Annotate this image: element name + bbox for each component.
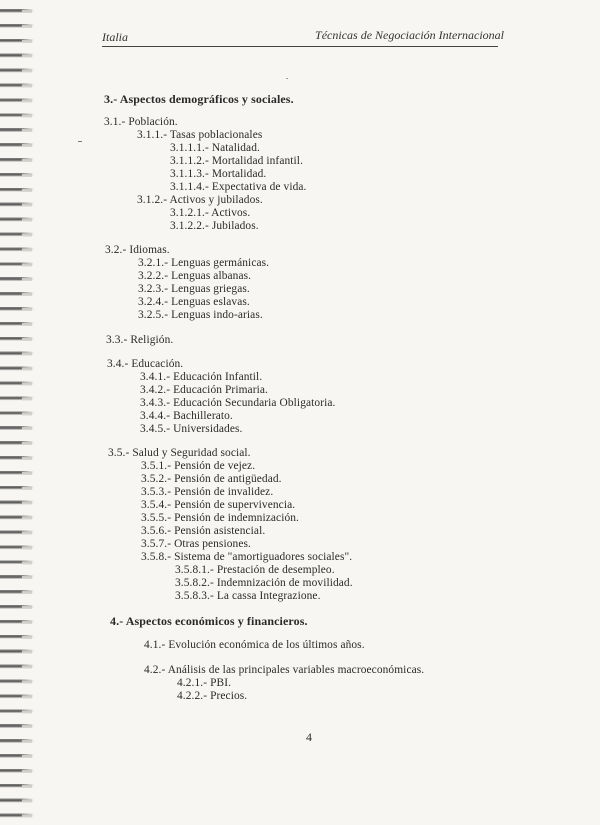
outline-item: 3.1.1.2.- Mortalidad infantil. (170, 155, 304, 167)
outline-item: 3.5.- Salud y Seguridad social. (108, 447, 251, 459)
section-heading: 4.- Aspectos económicos y financieros. (110, 614, 308, 628)
outline-item: 3.5.5.- Pensión de indemnización. (141, 512, 299, 524)
outline-item: 4.2.- Análisis de las principales variables macroeconómicas. (144, 664, 425, 676)
outline-item: 3.1.2.2.- Jubilados. (170, 220, 259, 232)
outline-item: 3.2.- Idiomas. (105, 244, 170, 256)
outline-item: 3.5.8.1.- Prestación de desempleo. (175, 564, 335, 576)
outline-item: 3.4.2.- Educación Primaria. (140, 384, 268, 396)
outline-item: 3.1.2.- Activos y jubilados. (137, 194, 263, 206)
outline-item: 4.2.1.- PBI. (177, 677, 232, 689)
outline-item: 3.1.1.4.- Expectativa de vida. (170, 181, 307, 193)
margin-mark (78, 141, 82, 142)
outline-item: 3.1.1.1.- Natalidad. (170, 142, 260, 154)
outline-item: 3.2.5.- Lenguas indo-arias. (138, 309, 263, 321)
outline-item: 4.1.- Evolución económica de los últimos años. (144, 639, 365, 651)
outline-item: 3.3.- Religión. (106, 334, 174, 346)
outline-item: 3.5.8.3.- La cassa Integrazione. (175, 590, 321, 602)
outline-item: 3.4.1.- Educación Infantil. (140, 371, 263, 383)
outline-item: 3.1.1.3.- Mortalidad. (170, 168, 267, 180)
page-number: 4 (306, 730, 312, 744)
outline-item: 3.2.3.- Lenguas griegas. (138, 283, 250, 295)
outline-item: 4.2.2.- Precios. (177, 690, 248, 702)
outline-item: 3.2.1.- Lenguas germánicas. (138, 257, 270, 269)
page-header (102, 28, 504, 47)
outline-item: 3.5.2.- Pensión de antigüedad. (141, 473, 282, 485)
outline-item: 3.4.3.- Educación Secundaria Obligatoria. (140, 397, 336, 409)
spiral-holes (22, 0, 32, 825)
outline-item: 3.1.2.1.- Activos. (170, 207, 251, 219)
outline-item: 3.2.4.- Lenguas eslavas. (138, 296, 250, 308)
outline-item: 3.1.- Población. (104, 116, 178, 128)
outline-item: 3.2.2.- Lenguas albanas. (138, 270, 252, 282)
outline-item: 3.5.4.- Pensión de supervivencia. (141, 499, 296, 511)
scan-speck (286, 78, 288, 79)
outline-item: 3.5.7.- Otras pensiones. (141, 538, 251, 550)
outline-item: 3.5.3.- Pensión de invalidez. (141, 486, 274, 498)
outline-item: 3.4.5.- Universidades. (140, 423, 243, 435)
outline-item: 3.5.8.2.- Indemnización de movilidad. (175, 577, 353, 589)
outline-item: 3.1.1.- Tasas poblacionales (137, 129, 263, 141)
outline-item: 3.5.1.- Pensión de vejez. (141, 460, 256, 472)
outline-item: 3.5.8.- Sistema de "amortiguadores sociales". (141, 551, 353, 563)
header-country: Italia (102, 30, 128, 44)
section-heading: 3.- Aspectos demográficos y sociales. (104, 92, 294, 106)
header-course-title: Técnicas de Negociación Internacional (315, 28, 504, 42)
outline-item: 3.4.4.- Bachillerato. (140, 410, 233, 422)
outline-item: 3.5.6.- Pensión asistencial. (141, 525, 266, 537)
outline-item: 3.4.- Educación. (107, 358, 184, 370)
